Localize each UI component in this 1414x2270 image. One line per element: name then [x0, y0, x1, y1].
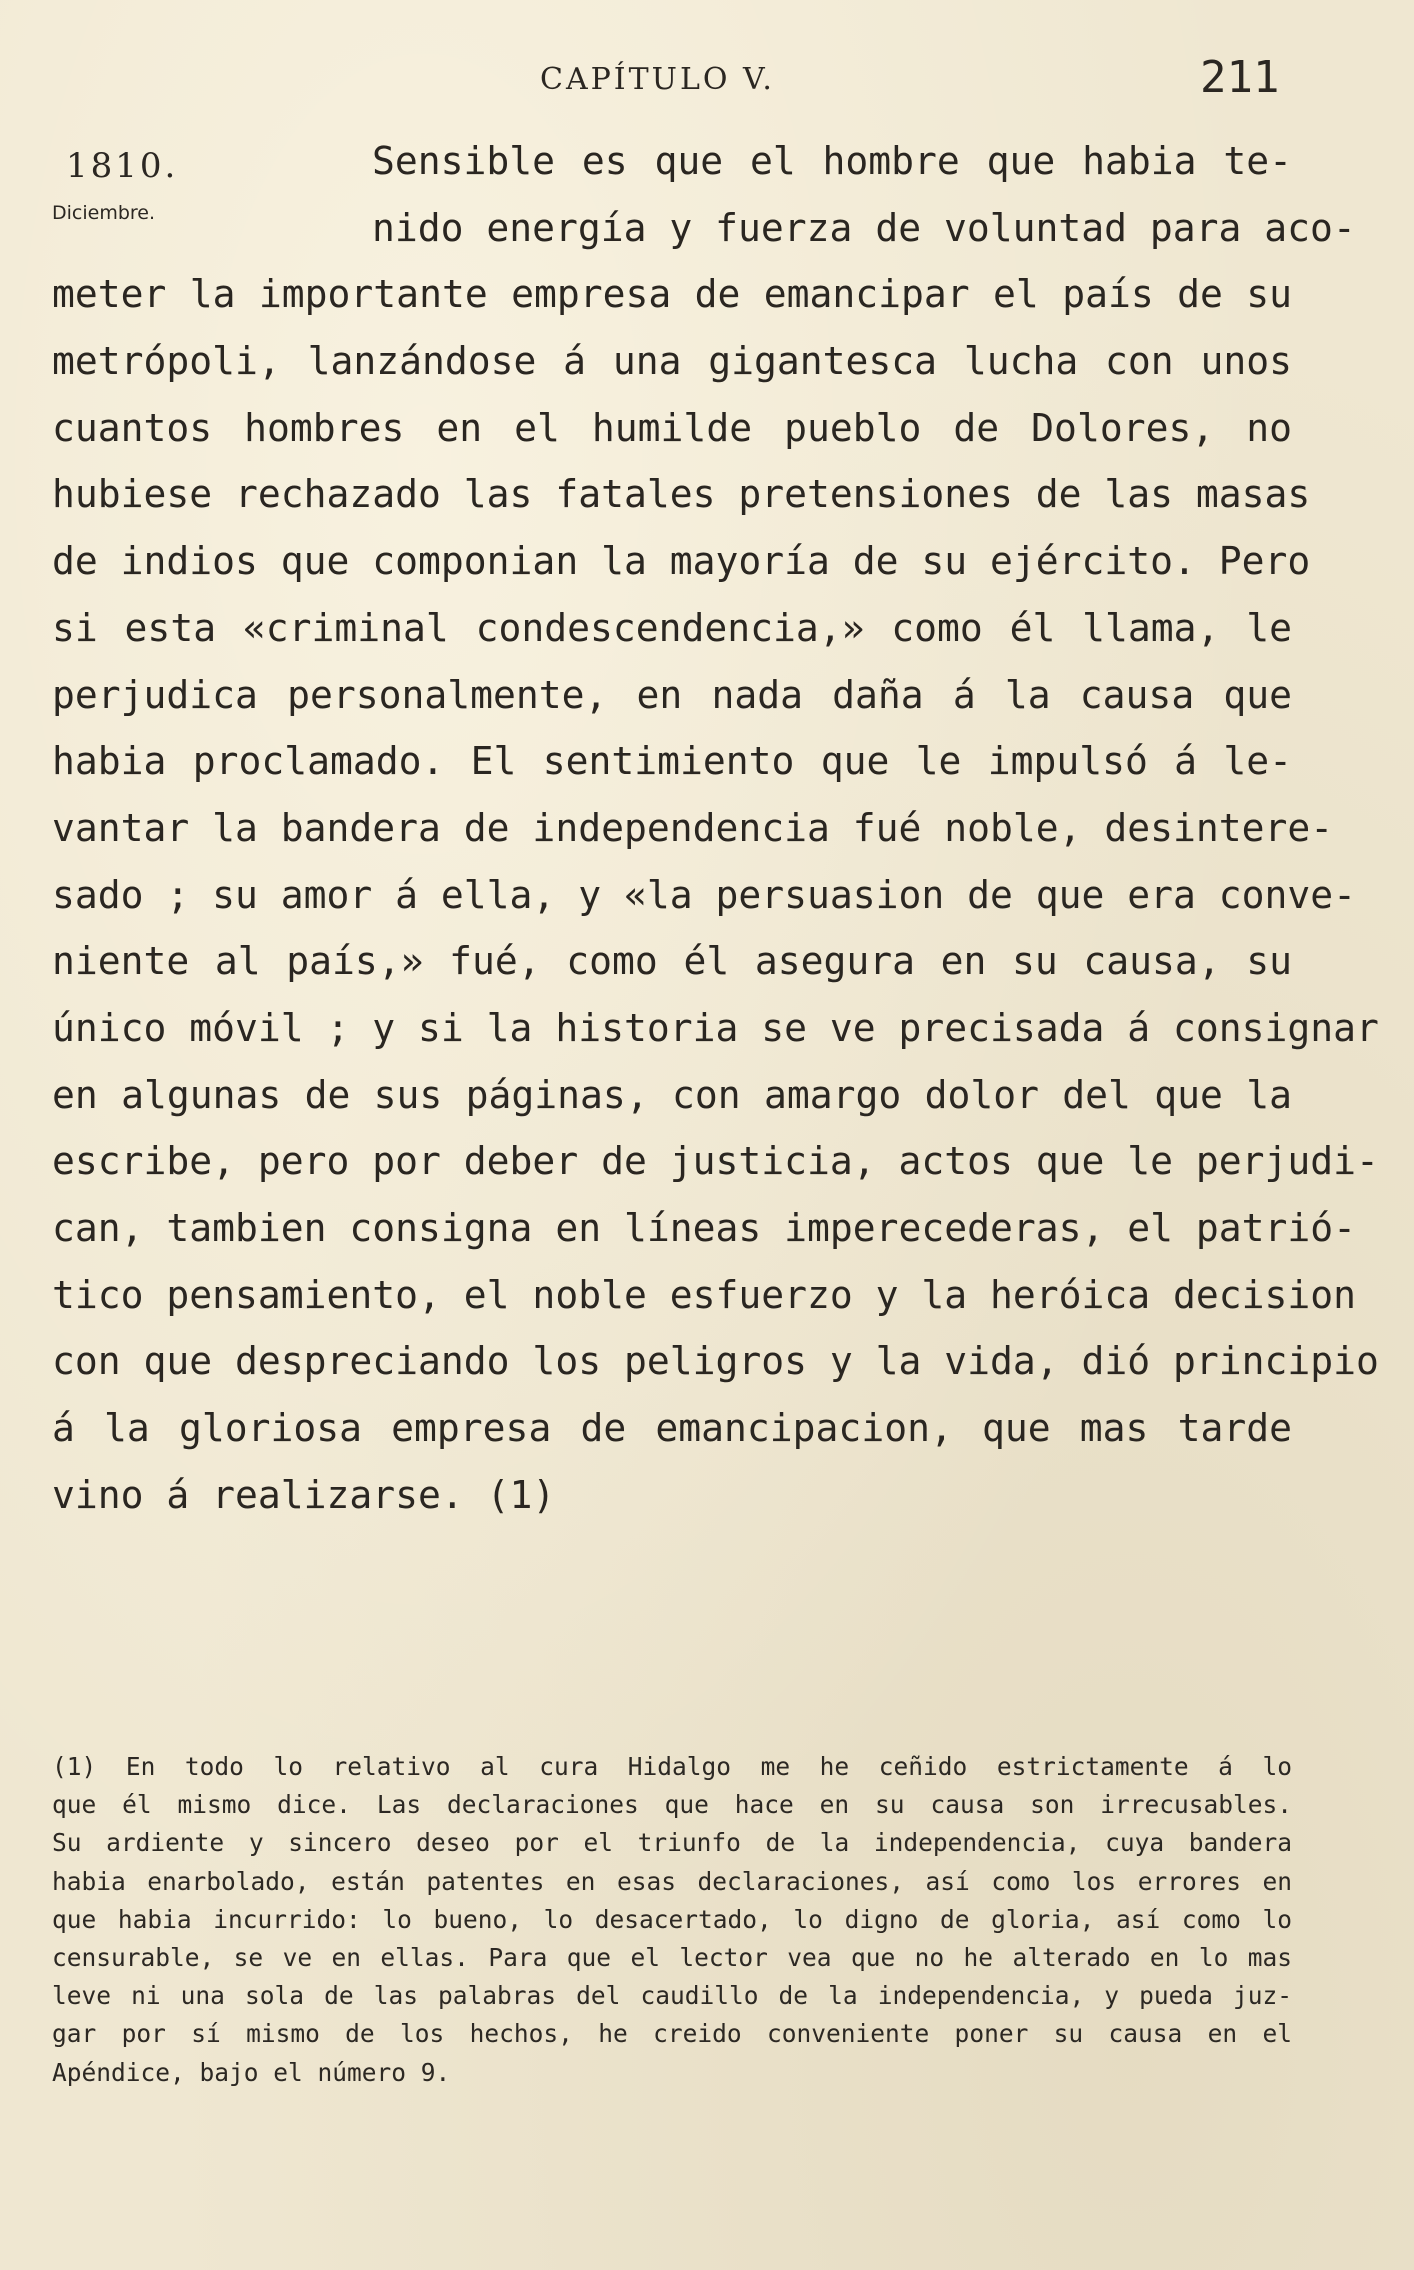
- footnote-line: gar por sí mismo de los hechos, he creido conveniente poner su causa en el: [52, 2019, 1292, 2049]
- text-line: cuantos hombres en el humilde pueblo de Dolores, no: [52, 405, 1292, 450]
- running-header: [0, 52, 1414, 102]
- text-line: habia proclamado. El sentimiento que le impulsó á le-: [52, 739, 1292, 784]
- footnote-line: censurable, se ve en ellas. Para que el lector vea que no he alterado en lo mas: [52, 1942, 1292, 1972]
- text-line: can, tambien consigna en líneas imperecederas, el patrió-: [52, 1206, 1357, 1250]
- text-line: vantar la bandera de independencia fué noble, desintere-: [52, 805, 1334, 850]
- footnote-line: que habia incurrido: lo bueno, lo desacertado, lo digno de gloria, así como lo: [52, 1904, 1292, 1934]
- text-line: en algunas de sus páginas, con amargo dolor del que la: [52, 1072, 1292, 1117]
- margin-note-month: Diciembre.: [52, 202, 156, 224]
- chapter-title: CAPÍTULO V.: [540, 62, 775, 97]
- text-line: nido energía y fuerza de voluntad para aco-: [372, 205, 1356, 250]
- footnote: [52, 1748, 1292, 2092]
- page-number: 211: [1200, 52, 1280, 103]
- text-line: perjudica personalmente, en nada daña á la causa que: [52, 672, 1292, 717]
- text-line: niente al país,» fué, como él asegura en su causa, su: [52, 939, 1292, 984]
- text-line: tico pensamiento, el noble esfuerzo y la heróica decision: [52, 1272, 1357, 1317]
- text-line: si esta «criminal condescendencia,» como él llama, le: [52, 605, 1292, 650]
- footnote-line: Su ardiente y sincero deseo por el triunfo de la independencia, cuya bandera: [52, 1828, 1292, 1858]
- text-line: vino á realizarse. (1): [52, 1472, 556, 1517]
- text-line: con que despreciando los peligros y la vida, dió principio: [52, 1339, 1379, 1384]
- text-line: hubiese rechazado las fatales pretensiones de las masas: [52, 472, 1311, 517]
- text-line: Sensible es que el hombre que habia te-: [372, 139, 1292, 183]
- margin-note-year: 1810.: [66, 146, 179, 186]
- text-line: sado ; su amor á ella, y «la persuasion de que era conve-: [52, 872, 1357, 917]
- text-line: escribe, pero por deber de justicia, actos que le perjudi-: [52, 1139, 1379, 1184]
- footnote-line: Apéndice, bajo el número 9.: [52, 2057, 451, 2087]
- text-line: único móvil ; y si la historia se ve precisada á consignar: [52, 1005, 1379, 1050]
- text-line: á la gloriosa empresa de emancipacion, que mas tarde: [52, 1406, 1292, 1451]
- footnote-line: que él mismo dice. Las declaraciones que hace en su causa son irrecusables.: [52, 1790, 1292, 1820]
- text-line: de indios que componian la mayoría de su ejército. Pero: [52, 539, 1311, 584]
- footnote-line: habia enarbolado, están patentes en esas declaraciones, así como los errores en: [52, 1866, 1292, 1896]
- footnote-line: leve ni una sola de las palabras del caudillo de la independencia, y pueda juz-: [52, 1981, 1292, 2011]
- main-text: [52, 128, 1379, 1528]
- text-line: metrópoli, lanzándose á una gigantesca lucha con unos: [52, 339, 1292, 384]
- footnote-line: (1) En todo lo relativo al cura Hidalgo me he ceñido estrictamente á lo: [52, 1752, 1292, 1781]
- text-line: meter la importante empresa de emancipar el país de su: [52, 272, 1292, 317]
